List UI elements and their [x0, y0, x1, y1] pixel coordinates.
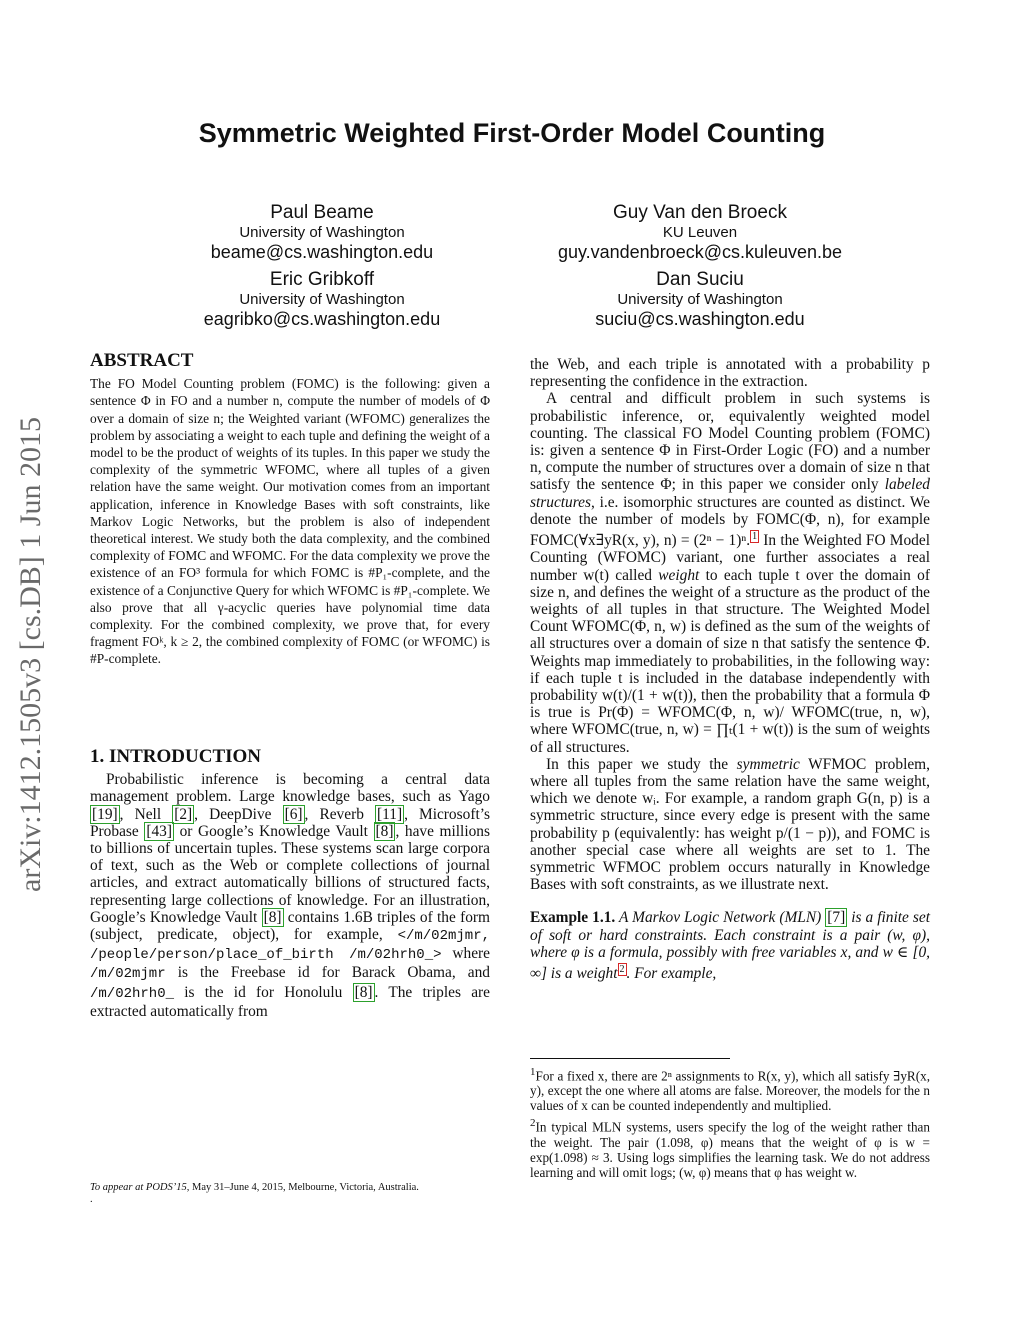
paper-title: Symmetric Weighted First-Order Model Counting [198, 118, 826, 148]
citation-link[interactable]: [8] [354, 983, 373, 1001]
footnote-1: $^1$For a fixed x, there are 2ⁿ assignments to R(x, y), which all satisfy ∃yR(x, y), except the one where all atoms are false. Moreover, the models for the n values of x can be counted independently and multiplied. [530, 1066, 930, 1114]
author-email[interactable]: beame@cs.washington.edu [210, 242, 434, 262]
citation-link[interactable]: [8] [375, 822, 394, 840]
author-affiliation: University of Washington [239, 224, 405, 241]
footnote-link[interactable]: 2 [619, 964, 625, 976]
author-block-suciu [510, 269, 890, 330]
code-triple: </m/02mjmr, /people/person/place_of_birth /m/02hrh0_> [90, 928, 490, 964]
example-paragraph: Example 1.1. A Markov Logic Network (MLN) [7] is a finite set of soft or hard constraints. Each constraint is a pair (w, φ), where φ is a formula, possibly with free variables x, and w ∈ [0, ∞] is a weight $^2$ . For example, [530, 909, 930, 983]
abstract-heading: ABSTRACT [90, 350, 194, 371]
author-name: Paul Beame [270, 202, 374, 223]
citation-link[interactable]: [7] [827, 909, 846, 927]
citation-link[interactable]: [11] [377, 805, 403, 823]
author-name: Eric Gribkoff [269, 269, 375, 290]
footnotes [530, 1058, 930, 1183]
author-block-beame [132, 202, 512, 263]
citation-link[interactable]: [2] [174, 805, 193, 823]
abstract-section [90, 352, 490, 668]
author-email[interactable]: guy.vandenbroeck@cs.kuleuven.be [557, 242, 843, 262]
author-block-vandenbroeck [510, 202, 890, 263]
author-affiliation: University of Washington [617, 291, 783, 308]
author-name: Guy Van den Broeck [613, 202, 787, 223]
footnote-link[interactable]: 1 [752, 531, 758, 543]
introduction-heading: 1. INTRODUCTION [90, 746, 262, 767]
abstract-text: The FO Model Counting problem (FOMC) is the following: given a sentence Φ in FO and a number n, compute the number of models of Φ over a domain of size n; the Weighted variant (WFOMC) generalizes the problem by associating a weight to each tuple and defining the weight of a model to be the product of weights of its tuples. In this paper we study the complexity of the symmetric WFOMC, where all tuples of a given relation have the same weight. Our motivation comes from an important application, inference in Knowledge Bases with soft constraints, like Markov Logic Networks, but the problem is also of independent theoretical interest. We study both the data complexity, and the combined complexity of FOMC and WFOMC. For the data complexity we prove the existence of an FO³ formula for which FOMC is #P₁-complete, and the existence of a Conjunctive Query for which WFOMC is #P₁-complete. We also prove that all γ-acyclic queries have polynomial time data complexity. For the combined complexity, we prove that, for every fragment FOᵏ, k ≥ 2, the combined complexity of FOMC (or WFOMC) is #P-complete. [90, 376, 490, 667]
right-paragraph: A central and difficult problem in such systems is probabilistic inference, or, equivalently weighted model counting. The classical FO Model Counting problem (FOMC) is: given a sentence Φ in First-Order Logic (FO) and a number n, compute the number of structures over a domain of size n that satisfy the sentence Φ; in this paper we consider only labeled structures, i.e. isomorphic structures are counted as distinct. We denote the number of models by FOMC(Φ, n), for example FOMC(∀x∃yR(x, y), n) = (2ⁿ − 1)ⁿ. $^1$ In the Weighted FO Model Counting (WFOMC) variant, one further associates a real number w(t) called weight to each tuple t over the domain of size n, and defines the weight of a structure as the product of the weights of all tuples in that structure. The Weighted Model Count WFOMC(Φ, n, w) is defined as the sum of the weights of all structures over a domain of size n that satisfy the sentence Φ. Weights map immediately to probabilities, in the following way: if each tuple t is included in the database independently with probability w(t)/(1 + w(t)), then the probability that a formula Φ is true is Pr(Φ) = WFOMC(Φ, n, w)/ WFOMC(true, n, w), where WFOMC(true, n, w) = ∏ₜ(1 + w(t)) is the sum of weights of all structures. [530, 390, 930, 756]
right-column [530, 356, 930, 982]
venue-note: To appear at PODS’15, May 31–June 4, 2015, Melbourne, Victoria, Australia. . [90, 1182, 419, 1205]
intro-paragraph: Probabilistic inference is becoming a central data management problem. Large knowledge bases, such as Yago [19] , Nell [2] , DeepDive [6] , Reverb [11] , Microsoft’s Probase [43] or Google’s Knowledge Vault [8] , have millions to billions of uncertain tuples. These systems scan large corpora of text, such as the Web or complete collections of journal articles, and extract automatically billions of structured facts, representing large collections of knowledge. For an illustration, Google’s Knowledge Vault [8] contains 1.6B triples of the form (subject, predicate, object), for example, </m/02mjmr, /people/person/place_of_birth /m/02hrh0_> where /m/02mjmr is the Freebase id for Barack Obama, and /m/02hrh0_ is the id for Honolulu [8] . The triples are extracted automatically from [90, 771, 491, 1020]
code-id: /m/02mjmr [90, 966, 166, 983]
right-paragraph: the Web, and each triple is annotated with a probability p representing the confidence in the extraction. [530, 356, 930, 391]
footnote-rule [530, 1058, 730, 1059]
author-email[interactable]: suciu@cs.washington.edu [595, 309, 805, 329]
citation-link[interactable]: [8] [263, 908, 282, 926]
arxiv-identifier: arXiv:1412.1505v3 [cs.DB] 1 Jun 2015 [14, 417, 47, 893]
author-name: Dan Suciu [656, 269, 744, 290]
introduction-section [90, 748, 490, 1020]
right-paragraph: In this paper we study the symmetric WFMOC problem, where all tuples from the same relation have the same weight, which we denote wᵢ. For example, a random graph G(n, p) is a symmetric structure, since every edge is present with the same probability p (equivalently: has weight p/(1 − p)), and FOMC is another special case where all weights are set to 1. The symmetric WFMOC problem occurs naturally in Knowledge Bases with soft constraints, as we illustrate next. [530, 755, 930, 894]
author-affiliation: University of Washington [239, 291, 405, 308]
author-email[interactable]: eagribko@cs.washington.edu [203, 309, 441, 329]
footnote-2: $^2$In typical MLN systems, users specify the log of the weight rather than the weight. The pair (1.098, φ) means that the weight of φ is w = exp(1.098) ≈ 3. Using logs simplifies the learning task. We do not address learning and will omit logs; (w, φ) means that φ has weight w. [530, 1117, 930, 1180]
citation-link[interactable]: [6] [284, 805, 303, 823]
citation-link[interactable]: [43] [146, 822, 172, 840]
author-affiliation: KU Leuven [662, 224, 738, 241]
citation-link[interactable]: [19] [92, 805, 118, 823]
author-block-gribkoff [132, 269, 512, 330]
code-id: /m/02hrh0_ [90, 985, 175, 1002]
